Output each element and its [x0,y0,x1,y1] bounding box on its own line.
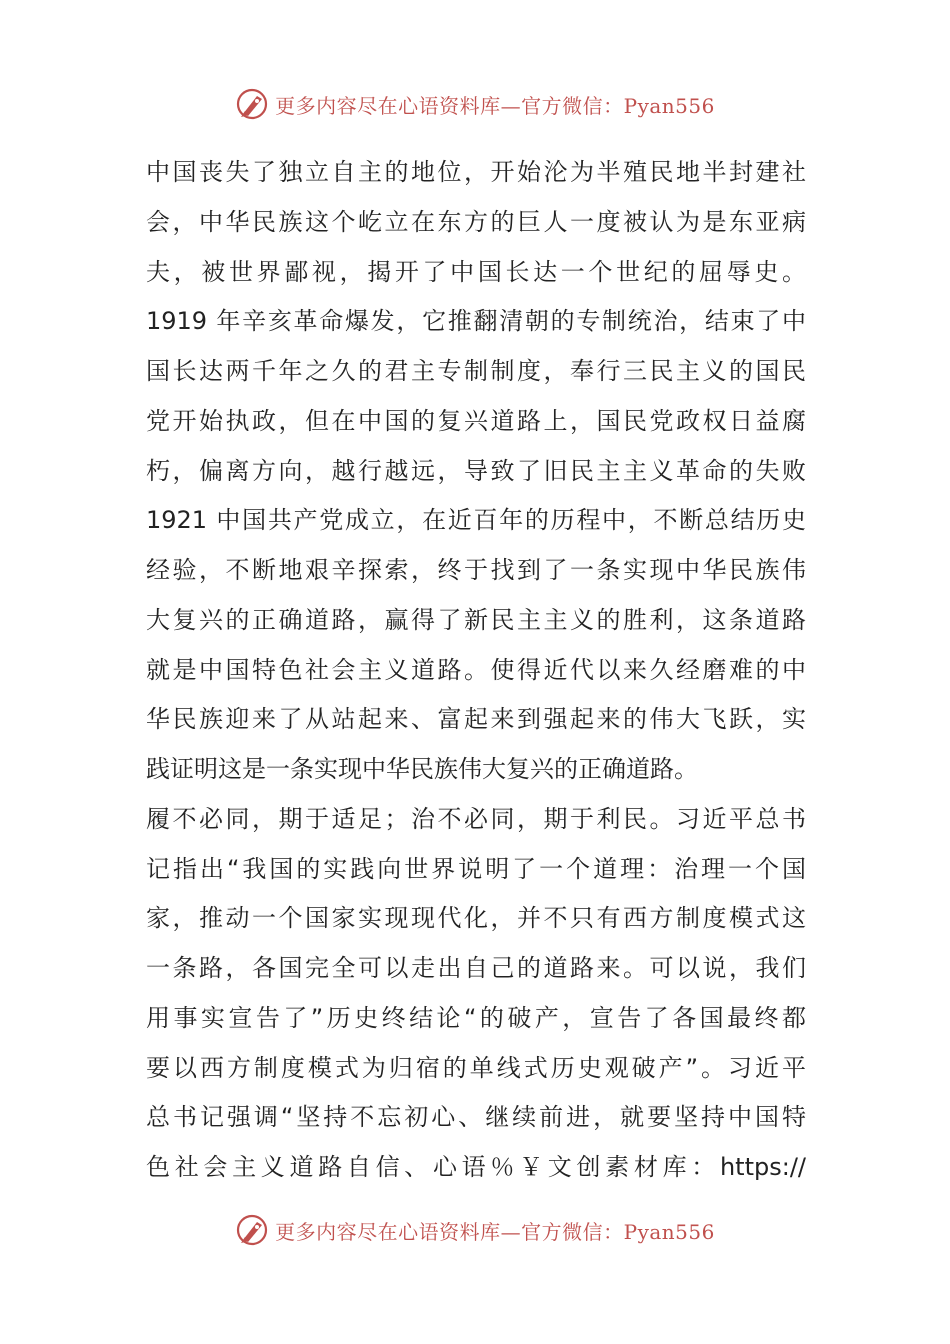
text-line: 国长达两千年之久的君主专制制度，奉行三民主义的国民 [146,357,806,385]
text-line: 1921 中国共产党成立，在近百年的历程中，不断总结历史 [146,506,806,535]
pen-nib-logo-icon [235,1213,269,1247]
text-line: 经验，不断地艰辛探索，终于找到了一条实现中华民族伟 [146,556,806,584]
document-body [146,148,806,1193]
text-line: 党开始执政，但在中国的复兴道路上，国民党政权日益腐 [146,406,806,435]
footer-banner [0,1212,950,1248]
text-line: 总书记强调“坚持不忘初心、继续前进，就要坚持中国特 [146,1103,806,1132]
text-line: 就是中国特色社会主义道路。使得近代以来久经磨难的中 [146,655,806,684]
text-line: 要以西方制度模式为归宿的单线式历史观破产”。习近平 [146,1053,806,1082]
text-line: 朽，偏离方向，越行越远，导致了旧民主主义革命的失败 [146,456,806,485]
text-line: 华民族迎来了从站起来、富起来到强起来的伟大飞跃，实 [146,705,806,734]
header-banner [0,86,950,122]
text-line: 大复兴的正确道路，赢得了新民主主义的胜利，这条道路 [146,605,806,634]
text-line: 1919 年辛亥革命爆发，它推翻清朝的专制统治，结束了中 [146,307,806,336]
text-line: 记指出“我国的实践向世界说明了一个道理：治理一个国 [146,854,806,883]
banner-text: 更多内容尽在心语资料库—官方微信：Pyan556 [275,1219,715,1244]
text-line: 夫，被世界鄙视，揭开了中国长达一个世纪的屈辱史。 [146,257,806,286]
text-line: 家，推动一个国家实现现代化，并不只有西方制度模式这 [146,904,806,933]
pen-nib-logo-icon [235,87,269,121]
text-line: 践证明这是一条实现中华民族伟大复兴的正确道路。 [146,755,698,783]
text-line: 一条路，各国完全可以走出自己的道路来。可以说，我们 [146,954,806,982]
text-line: 中国丧失了独立自主的地位，开始沦为半殖民地半封建社 [146,158,806,186]
text-line: 色社会主义道路自信、心语％￥文创素材库：https:// [146,1153,806,1181]
text-line: 用事实宣告了”历史终结论“的破产，宣告了各国最终都 [146,1003,806,1032]
text-line: 履不必同，期于适足；治不必同，期于利民。习近平总书 [146,804,806,833]
text-line: 会，中华民族这个屹立在东方的巨人一度被认为是东亚病 [146,207,806,236]
banner-text: 更多内容尽在心语资料库—官方微信：Pyan556 [275,93,715,118]
